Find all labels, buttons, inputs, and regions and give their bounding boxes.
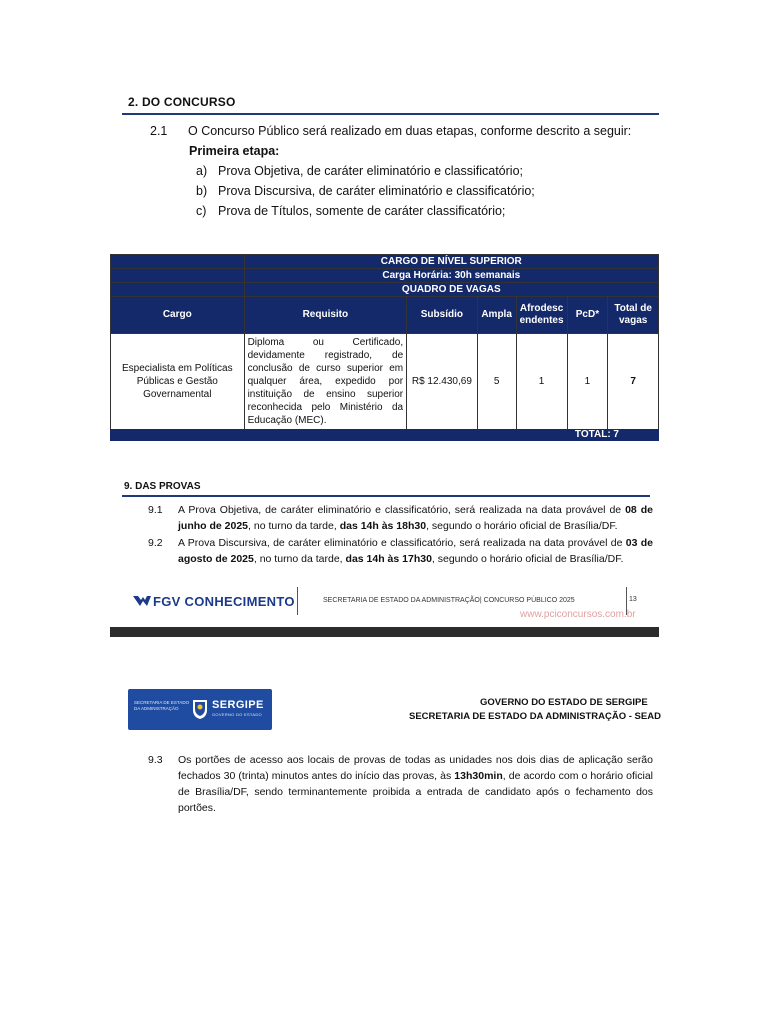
gov-header-line2: SECRETARIA DE ESTADO DA ADMINISTRAÇÃO - SEAD <box>409 711 661 722</box>
heading-rule <box>122 113 659 115</box>
sergipe-logo-sub: GOVERNO DO ESTADO <box>212 712 262 717</box>
section-heading-provas: 9. DAS PROVAS <box>124 481 201 492</box>
table-header-row <box>111 297 659 334</box>
fgv-arrow-icon <box>133 595 151 607</box>
cell-requisito: Diploma ou Certificado, devidamente registrado, de conclusão de curso superior em qualquer área, expedido por instituição de ensino superior reconhecida pelo Ministério da Educação (MEC). <box>244 334 407 430</box>
band-cargo-nivel: CARGO DE NÍVEL SUPERIOR <box>244 255 658 269</box>
band-carga-horaria: Carga Horária: 30h semanais <box>244 269 658 283</box>
cell-cargo: Especialista em Políticas Públicas e Gestão Governamental <box>111 334 245 430</box>
paragraph-9-1: 9.1 A Prova Objetiva, de caráter eliminatório e classificatório, será realizada na data provável de 08 de junho de 2025, no turno da tarde, das 14h às 18h30, segundo o horário oficial de Brasília/DF. <box>148 504 653 532</box>
heading-rule <box>122 495 650 497</box>
col-header-ampla: Ampla <box>477 297 516 334</box>
vagas-table <box>110 254 659 430</box>
sergipe-emblem-icon <box>191 698 209 720</box>
sergipe-logo-name: SERGIPE <box>212 699 264 711</box>
table-row <box>111 334 659 430</box>
item-text: O Concurso Público será realizado em duas etapas, conforme descrito a seguir: <box>188 124 632 138</box>
list-item: a) Prova Objetiva, de caráter eliminatório e classificatório; <box>196 164 523 178</box>
list-item: b) Prova Discursiva, de caráter eliminatório e classificatório; <box>196 184 535 198</box>
paragraph-9-2: 9.2 A Prova Discursiva, de caráter eliminatório e classificatório, será realizada na data provável de 03 de agosto de 2025, no turno da tarde, das 14h às 17h30, segundo o horário oficial de Brasília/DF. <box>148 537 653 565</box>
paragraph-2-1 <box>150 124 631 138</box>
band-quadro-vagas: QUADRO DE VAGAS <box>244 283 658 297</box>
footer-divider <box>297 587 298 615</box>
watermark-url: www.pciconcursos.com.br <box>520 609 636 620</box>
table-band <box>111 269 659 283</box>
total-bar <box>110 429 659 441</box>
section-heading-concurso: 2. DO CONCURSO <box>128 95 236 109</box>
col-header-pcd: PcD* <box>567 297 608 334</box>
total-label: TOTAL: 7 <box>574 429 619 440</box>
list-item: c) Prova de Títulos, somente de caráter classificatório; <box>196 204 506 218</box>
footer-text: SECRETARIA DE ESTADO DA ADMINISTRAÇÃO| CONCURSO PÚBLICO 2025 <box>323 597 575 604</box>
cell-subsidio: R$ 12.430,69 <box>407 334 478 430</box>
paragraph-9-3: 9.3 Os portões de acesso aos locais de provas de todas as unidades nos dois dias de aplicação serão fechados 30 (trinta) minutos antes do início das provas, às 13h30min, de acordo com o horário oficial de Brasília/DF, sendo terminantemente proibida a entrada de candidato após o fechamento dos portões. <box>148 754 653 814</box>
cell-afro: 1 <box>516 334 567 430</box>
fgv-logo: FGV CONHECIMENTO <box>133 594 295 609</box>
page-number: 13 <box>629 596 637 603</box>
col-header-total: Total de vagas <box>608 297 659 334</box>
item-number: 2.1 <box>150 124 168 138</box>
col-header-subsidio: Subsídio <box>407 297 478 334</box>
sergipe-logo <box>128 689 272 730</box>
etapa-title: Primeira etapa: <box>189 144 280 158</box>
gov-header-line1: GOVERNO DO ESTADO DE SERGIPE <box>480 697 648 708</box>
page-break-bar <box>110 627 659 637</box>
table-band <box>111 255 659 269</box>
cell-pcd: 1 <box>567 334 608 430</box>
col-header-afro: Afrodesc endentes <box>516 297 567 334</box>
cell-ampla: 5 <box>477 334 516 430</box>
col-header-requisito: Requisito <box>244 297 407 334</box>
col-header-cargo: Cargo <box>111 297 245 334</box>
table-band <box>111 283 659 297</box>
sergipe-logo-secretaria: SECRETARIA DE ESTADO DA ADMINISTRAÇÃO <box>134 700 190 711</box>
cell-total: 7 <box>608 334 659 430</box>
